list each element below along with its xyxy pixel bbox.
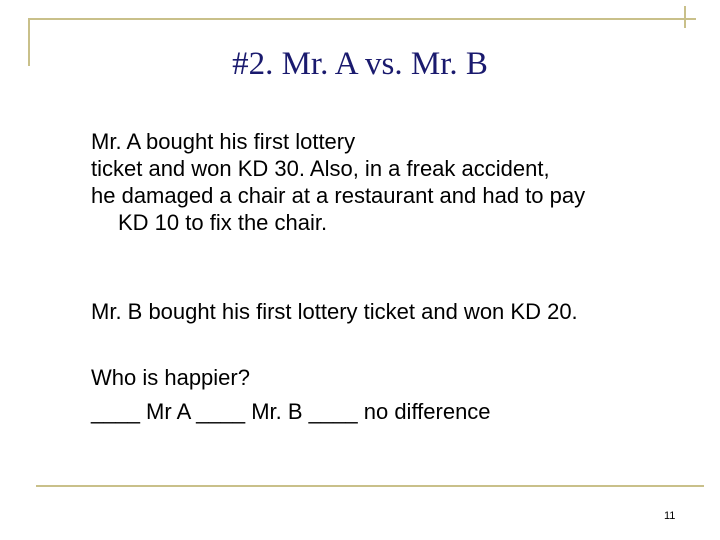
paragraph-a-line-2: ticket and won KD 30. Also, in a freak accident, [91, 156, 550, 181]
paragraph-a-line-4: KD 10 to fix the chair. [118, 210, 328, 235]
paragraph-a [91, 128, 585, 236]
question-text: Who is happier? [91, 365, 250, 390]
answer-choices: ____ Mr A ____ Mr. B ____ no difference [91, 399, 491, 424]
right-border-line [684, 6, 686, 28]
paragraph-b: Mr. B bought his first lottery ticket and won KD 20. [91, 299, 578, 324]
paragraph-a-line-1: Mr. A bought his first lottery [91, 129, 356, 154]
bottom-border-line [36, 485, 704, 487]
page-number: 11 [664, 510, 676, 522]
slide-title: #2. Mr. A vs. Mr. B [232, 46, 488, 82]
paragraph-a-line-3: he damaged a chair at a restaurant and had to pay [91, 183, 586, 208]
top-border-line [28, 18, 696, 20]
